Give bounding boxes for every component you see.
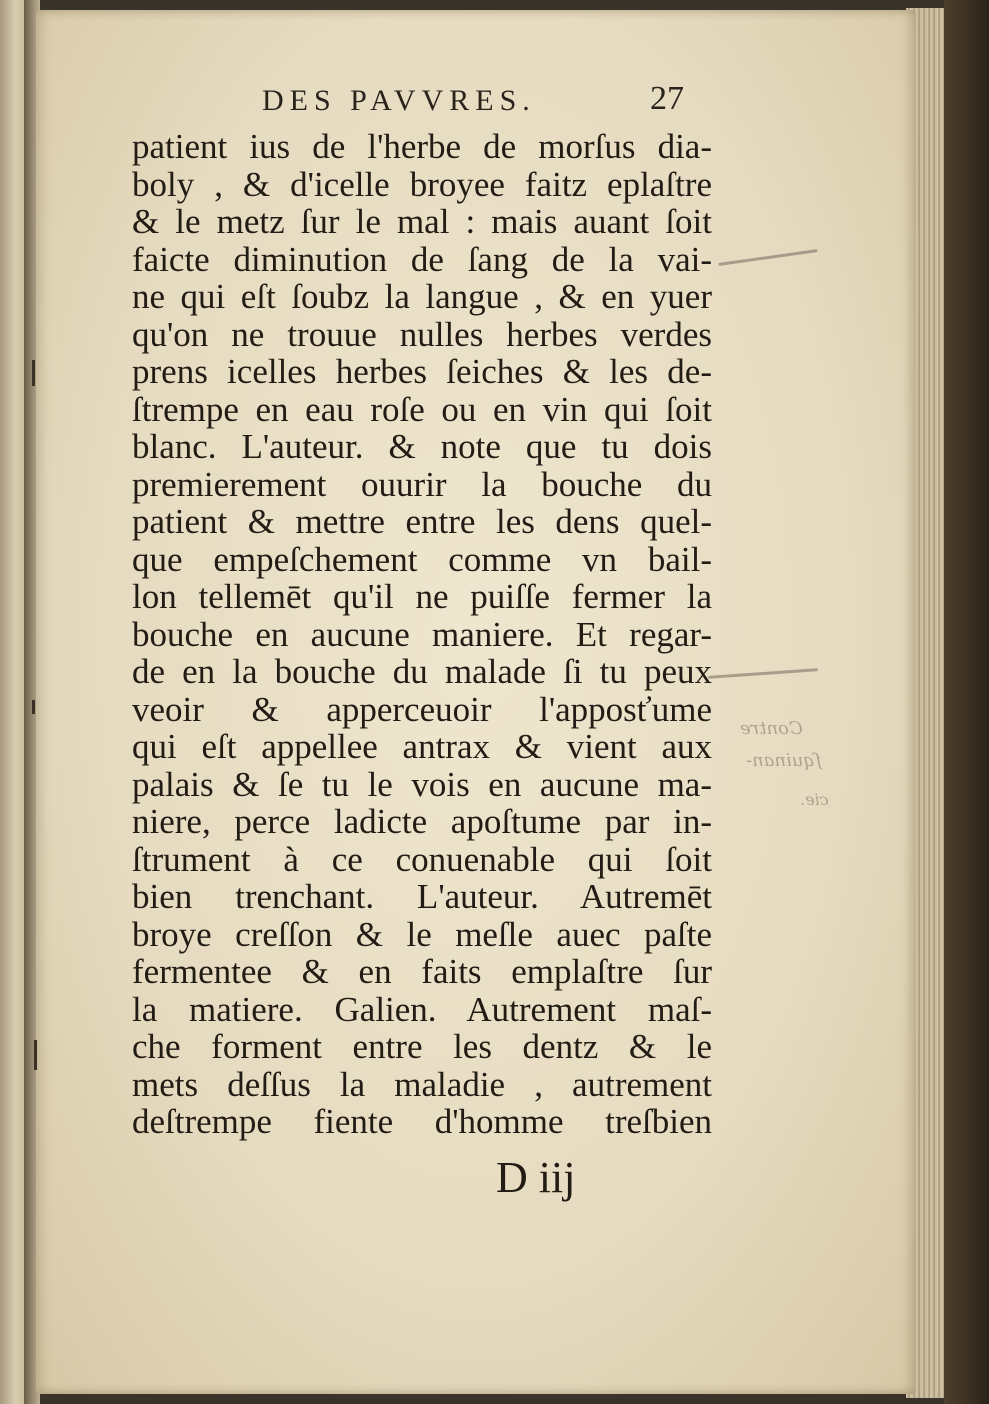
text-line: boly , & d'icelle broyee faitz eplaſtre [132, 164, 712, 204]
running-head: DES PAVVRES. [262, 84, 536, 117]
page-number: 27 [650, 80, 684, 117]
text-line: ſtrempe en eau roſe ou en vin qui ſoit [132, 389, 712, 429]
text-line: deſtrempe fiente d'homme treſbien [132, 1102, 712, 1141]
body-text [132, 128, 712, 1141]
text-line: ne qui eſt ſoubz la langue , & en yuer [132, 277, 712, 316]
text-line: que empeſchement comme vn bail- [132, 539, 712, 579]
text-line: bien trenchant. L'auteur. Autremēt [132, 877, 712, 916]
signature-mark: D iij [496, 1153, 576, 1202]
gutter-ink-mark [34, 1040, 37, 1070]
text-line: la matiere. Galien. Autrement maſ- [132, 989, 712, 1029]
text-line: patient ius de l'herbe de morſus dia- [132, 127, 712, 166]
bleed-through-note: ſquinan- [746, 750, 822, 771]
gutter-ink-mark [32, 360, 35, 386]
bleed-through-note: cie. [800, 790, 829, 809]
gutter-ink-mark [32, 700, 35, 714]
book-cover-edge [944, 0, 989, 1404]
text-line: palais & ſe tu le vois en aucune ma- [132, 764, 712, 804]
text-line: qu'on ne trouue nulles herbes verdes [132, 314, 712, 354]
left-page-edge [0, 0, 26, 1404]
text-line: prens icelles herbes ſeiches & les de- [132, 352, 712, 391]
text-line: blanc. L'auteur. & note que tu dois [132, 427, 712, 466]
text-line: mets deſſus la maladie , autrement [132, 1064, 712, 1104]
text-line: broye creſſon & le meſle auec paſte [132, 914, 712, 954]
text-line: patient & mettre entre les dens quel- [132, 502, 712, 541]
text-line: lon tellemēt qu'il ne puiſſe fermer la [132, 577, 712, 616]
text-line: che forment entre les dentz & le [132, 1027, 712, 1066]
text-line: premierement ouurir la bouche du [132, 464, 712, 504]
text-line: de en la bouche du malade ſi tu peux [132, 652, 712, 691]
text-line: bouche en aucune maniere. Et regar- [132, 614, 712, 654]
text-line: qui eſt appellee antrax & vient aux [132, 727, 712, 766]
text-line: faicte diminution de ſang de la vai- [132, 239, 712, 279]
text-line: veoir & apperceuoir l'apposťume [132, 689, 712, 729]
text-line: & le metz ſur le mal : mais auant ſoit [132, 202, 712, 241]
text-line: ſtrument à ce conuenable qui ſoit [132, 839, 712, 879]
text-line: niere, perce ladicte apoſtume par in- [132, 802, 712, 841]
bleed-through-note: Contre [740, 718, 803, 739]
text-line: fermentee & en faits emplaſtre ſur [132, 952, 712, 991]
